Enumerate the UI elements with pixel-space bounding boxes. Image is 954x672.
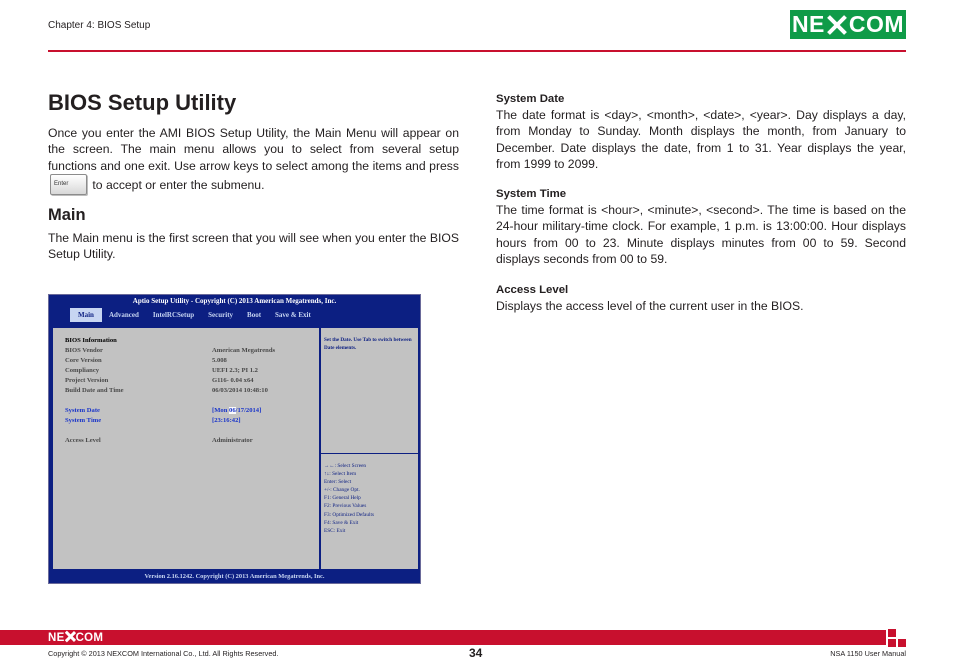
copyright-text: Copyright © 2013 NEXCOM International Co., Ltd. All Rights Reserved. [48, 649, 279, 658]
date-suffix: /17/2014] [235, 407, 262, 414]
bios-row-label: Project Version [65, 377, 109, 384]
bios-key-item: F4: Save & Exit [324, 519, 359, 526]
bios-row-label: BIOS Information [65, 337, 117, 344]
chapter-title: Chapter 4: BIOS Setup [48, 20, 151, 31]
manual-name: NSA 1150 User Manual [830, 649, 906, 658]
bios-row-project-version [65, 376, 315, 386]
bios-row-label: Compliancy [65, 367, 100, 374]
bios-screenshot [48, 294, 421, 584]
bios-row-core-version [65, 356, 315, 366]
bios-row-label: Access Level [65, 437, 101, 444]
footer-bar [0, 630, 886, 645]
bios-row-value[interactable] [212, 406, 261, 416]
bios-row-info [65, 336, 315, 346]
logo-text-right: COM [848, 11, 905, 37]
footer-logo-right: COM [75, 632, 104, 644]
bios-row-build-date [65, 386, 315, 396]
system-time-text: The time format is <hour>, <minute>, <second>. The time is based on the 24-hour military-time clock. For example, 1 p.m. is 13:00:00. Hour displays hours from 00 to 23. Minute displays minutes from 00 to 59. Second displays seconds from 00 to 59. [496, 203, 906, 266]
enter-key-label: Enter [54, 180, 69, 187]
system-time-heading: System Time [496, 188, 567, 200]
intro-paragraph [48, 125, 459, 195]
bios-menu-bar [49, 308, 420, 322]
bios-key-item: ESC: Exit [324, 527, 346, 534]
intro-text-before: Once you enter the AMI BIOS Setup Utility, the Main Menu will appear on the screen. The main menu allows you to select from several setup functions and one exit. Use arrow keys to select among the items and press [48, 126, 459, 173]
logo-text-left: NE [791, 11, 825, 37]
footer-logo-x-icon [65, 631, 76, 642]
date-month-field[interactable]: 06 [229, 407, 236, 414]
bios-key-item: F3: Optimized Defaults [324, 511, 375, 518]
bios-row-vendor [65, 346, 315, 356]
system-date-heading: System Date [496, 93, 565, 105]
main-paragraph: The Main menu is the first screen that you will see when you enter the BIOS Setup Utility. [48, 231, 459, 262]
bios-row-value: 06/03/2014 10:48:10 [212, 387, 268, 394]
bios-panel [52, 327, 419, 570]
footer-logo [48, 631, 103, 644]
header-rule [48, 50, 906, 52]
bios-row-value: UEFI 2.3; PI 1.2 [212, 367, 258, 374]
bios-row-label: BIOS Vendor [65, 347, 103, 354]
access-level-text: Displays the access level of the current user in the BIOS. [496, 299, 804, 313]
bios-key-item: F1: General Help [324, 495, 361, 502]
main-heading: Main [48, 206, 86, 224]
bios-key-item: F2: Previous Values [324, 503, 367, 510]
bios-row-system-time[interactable] [65, 416, 315, 426]
bios-row-label: System Date [65, 407, 100, 414]
bios-row-value: 5.008 [212, 357, 227, 364]
bios-row-label: System Time [65, 417, 102, 424]
bios-tab-boot[interactable]: Boot [247, 311, 262, 319]
enter-key-icon [50, 174, 87, 195]
logo-x-icon [826, 14, 848, 36]
bios-help-pane [320, 327, 419, 570]
nexcom-logo [790, 10, 906, 39]
bios-row-system-date[interactable] [65, 406, 315, 416]
bios-help-text: Set the Date. Use Tab to switch between Date elements. [324, 337, 412, 351]
bios-tab-main[interactable]: Main [70, 308, 102, 322]
date-prefix: [Mon [212, 407, 230, 414]
bios-row-access-level [65, 436, 315, 446]
bios-row-compliancy [65, 366, 315, 376]
bios-key-item: →←: Select Screen [324, 463, 367, 469]
footer-logo-left: NE [48, 632, 65, 644]
system-date-text: The date format is <day>, <month>, <date>, <year>. Day displays a day, from Monday to Sunday. Month displays the month, from January to December. Date displays the date, from 1 to 31. Year displays the year, from 1999 to 2099. [496, 108, 906, 171]
bios-tab-intelrcsetup[interactable]: IntelRCSetup [152, 311, 195, 319]
bios-tab-advanced[interactable]: Advanced [108, 311, 139, 319]
access-level-heading: Access Level [496, 284, 569, 296]
bios-key-item: Enter: Select [324, 479, 352, 486]
bios-title: Aptio Setup Utility - Copyright (C) 2013 American Megatrends, Inc. [132, 297, 337, 305]
bios-key-legend [324, 462, 418, 535]
bios-tab-save-exit[interactable]: Save & Exit [275, 311, 311, 319]
bios-row-value[interactable]: [23:16:42] [212, 417, 241, 424]
bios-row-value: American Megatrends [212, 347, 276, 354]
page-title: BIOS Setup Utility [48, 90, 237, 115]
bios-row-value: Administrator [212, 437, 253, 444]
bios-help-divider [321, 453, 418, 454]
bios-key-item: +/-: Change Opt. [324, 487, 360, 494]
bios-footer: Version 2.16.1242. Copyright (C) 2013 American Megatrends, Inc. [144, 573, 325, 580]
intro-text-after: to accept or enter the submenu. [92, 177, 265, 192]
bios-tab-security[interactable]: Security [208, 311, 234, 319]
bios-row-label: Core Version [65, 357, 102, 364]
bios-row-label: Build Date and Time [65, 387, 124, 394]
bios-settings-pane [52, 327, 320, 570]
bios-row-value: G116- 0.04 x64 [212, 377, 254, 384]
footer-squares-icon [888, 629, 906, 647]
bios-key-item: ↑↓: Select Item [324, 471, 357, 478]
page-number: 34 [469, 646, 483, 660]
